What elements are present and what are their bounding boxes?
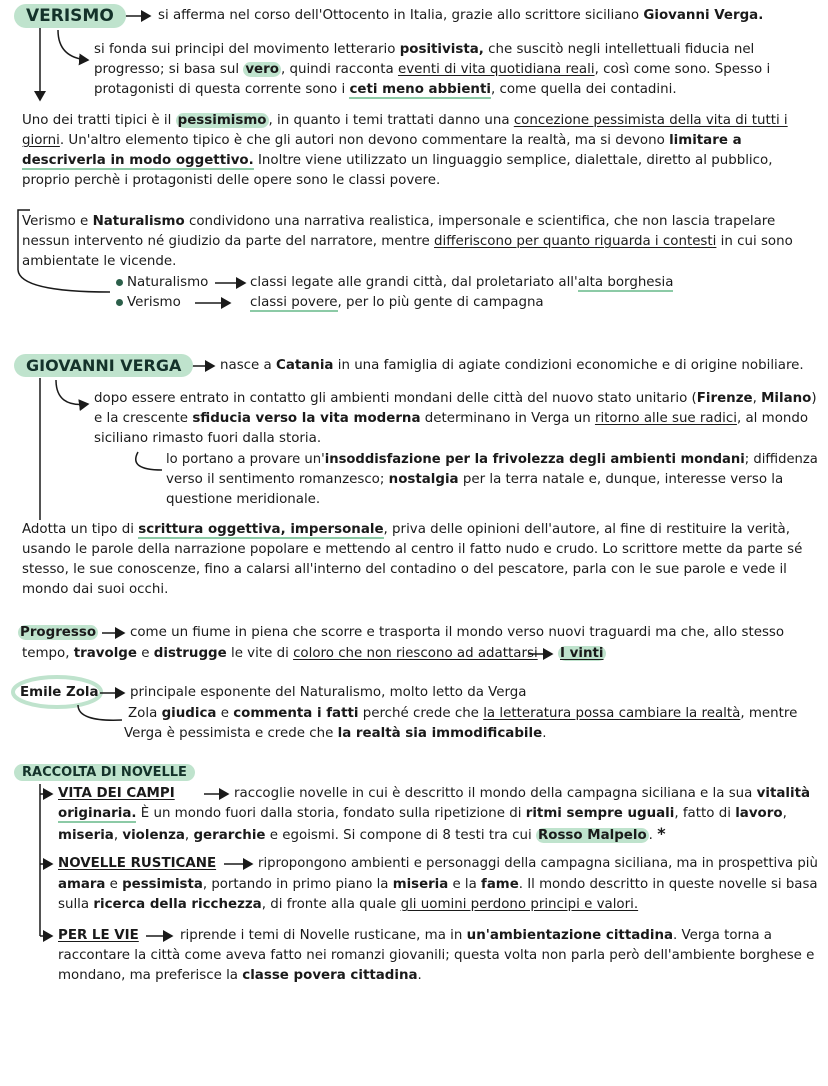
novelle-rusticane-title: NOVELLE RUSTICANE <box>58 856 217 871</box>
progresso-line: tempo, travolge e distrugge le vite di coloro che non riescono ad adattarsi <box>22 646 538 661</box>
verga-desc-line: e la crescente sfiducia verso la vita moderna determinano in Verga un ritorno alle sue radici, al mondo <box>94 411 809 426</box>
verismo-title: VERISMO <box>14 4 126 28</box>
verismo-desc-line: progresso; si basa sul vero , quindi racconta eventi di vita quotidiana reali, così come sono. Spesso i <box>94 62 771 77</box>
naturalismo-line: Verismo e Naturalismo condividono una narrativa realistica, impersonale e scientifica, che non lascia trapelare <box>22 214 776 229</box>
verga-desc-line: siciliano rimasto fuori dalla storia. <box>94 431 322 446</box>
verismo-classi: classi povere, per lo più gente di campagna <box>250 295 544 310</box>
verga-sub-line: lo portano a provare un'insoddisfazione per la frivolezza degli ambienti mondani; diffidenza <box>166 452 818 467</box>
zola-line: Verga è pessimista e crede che la realtà sia immodificabile. <box>124 726 547 741</box>
tratti-line: giorni. Un'altro elemento tipico è che gli autori non devono commentare la realtà, ma si devono limitare a <box>22 133 742 148</box>
scrittura-line: mondo dai suoi occhi. <box>22 582 169 597</box>
zola-line: Zola giudica e commenta i fatti perché crede che la letteratura possa cambiare la realtà, mentre <box>128 706 798 721</box>
tratti-line: descriverla in modo oggettivo. Inoltre viene utilizzato un linguaggio semplice, dialettale, diretto al pubblico, <box>22 153 773 168</box>
star-icon: * <box>657 824 666 843</box>
naturalismo-line: ambientate le vicende. <box>22 254 177 269</box>
vita-dei-campi-title: VITA DEI CAMPI <box>58 786 175 801</box>
verga-desc-line: dopo essere entrato in contatto gli ambienti mondani delle città del nuovo stato unitario (Firenze, Milano) <box>94 391 817 406</box>
vita-dei-campi-line: originaria. È un mondo fuori dalla storia, fondato sulla ripetizione di ritmi sempre uguali, fatto di lavoro, <box>58 806 787 821</box>
verga-sub-line: verso il sentimento romanzesco; nostalgia per la terra natale e, dunque, interesse verso la <box>166 472 784 487</box>
bullet-icon <box>116 279 123 286</box>
raccolta-title: RACCOLTA DI NOVELLE <box>14 764 195 781</box>
zola-line: principale esponente del Naturalismo, molto letto da Verga <box>130 685 527 700</box>
novelle-rusticane-line: sulla ricerca della ricchezza, di fronte alla quale gli uomini perdono principi e valori. <box>58 897 639 912</box>
progresso-label: Progresso <box>20 625 97 640</box>
verga-title: GIOVANNI VERGA <box>14 354 193 377</box>
tratti-line: Uno dei tratti tipici è il pessimismo , in quanto i temi trattati danno una concezione pessimista della vita di tutti i <box>22 113 788 128</box>
vita-dei-campi-line: raccoglie novelle in cui è descritto il mondo della campagna siciliana e la sua vitalità <box>234 786 811 801</box>
scrittura-line: usando le parole della narrazione popolare e mettendo al centro il fatto nudo e crudo. Lo scrittore mette da parte sé <box>22 542 803 557</box>
verismo-desc-line: si fonda sui principi del movimento letterario positivista, che suscitò negli intellettuali fiducia nel <box>94 42 755 57</box>
verismo-desc-line: protagonisti di questa corrente sono i ceti meno abbienti, come quella dei contadini. <box>94 82 677 97</box>
per-le-vie-line: raccontare la città come aveva fatto nei romanzi giovanili; questa volta non parla però dell'ambiente borghese e <box>58 948 815 963</box>
tratti-line: proprio perchè i protagonisti delle opere sono le classi povere. <box>22 173 441 188</box>
per-le-vie-title: PER LE VIE <box>58 928 139 943</box>
verismo-bullet: Verismo <box>116 293 181 313</box>
novelle-rusticane-line: ripropongono ambienti e personaggi della campagna siciliana, ma in prospettiva più <box>258 856 818 871</box>
novelle-rusticane-line: amara e pessimista, portando in primo piano la miseria e la fame. Il mondo descritto in queste novelle si basa <box>58 877 818 892</box>
bullet-icon <box>116 299 123 306</box>
naturalismo-line: nessun intervento né giudizio da parte del narratore, mentre differiscono per quanto riguarda i contesti in cui sono <box>22 234 793 249</box>
naturalismo-bullet: Naturalismo <box>116 273 208 293</box>
verga-intro: nasce a Catania in una famiglia di agiate condizioni economiche e di origine nobiliare. <box>220 358 804 373</box>
vinti-label: I vinti <box>560 646 604 661</box>
vita-dei-campi-line: miseria, violenza, gerarchie e egoismi. Si compone di 8 testi tra cui Rosso Malpelo . * <box>58 824 666 843</box>
verga-sub-line: questione meridionale. <box>166 492 321 507</box>
per-le-vie-line: riprende i temi di Novelle rusticane, ma in un'ambientazione cittadina. Verga torna a <box>180 928 772 943</box>
progresso-line: come un fiume in piena che scorre e trasporta il mondo verso nuovi traguardi ma che, allo stesso <box>130 625 785 640</box>
verismo-intro: si afferma nel corso dell'Ottocento in Italia, grazie allo scrittore siciliano Giovanni Verga. <box>158 8 764 23</box>
scrittura-line: Adotta un tipo di scrittura oggettiva, impersonale, priva delle opinioni dell'autore, al fine di restituire la verità, <box>22 522 790 537</box>
zola-label: Emile Zola <box>20 685 99 700</box>
per-le-vie-line: mondano, ma preferisce la classe povera cittadina. <box>58 968 422 983</box>
naturalismo-classi: classi legate alle grandi città, dal proletariato all'alta borghesia <box>250 275 674 290</box>
scrittura-line: stesso, le sue conoscenze, fino a calarsi all'interno del contadino o del pescatore, parla con le sue parole e vede il <box>22 562 787 577</box>
